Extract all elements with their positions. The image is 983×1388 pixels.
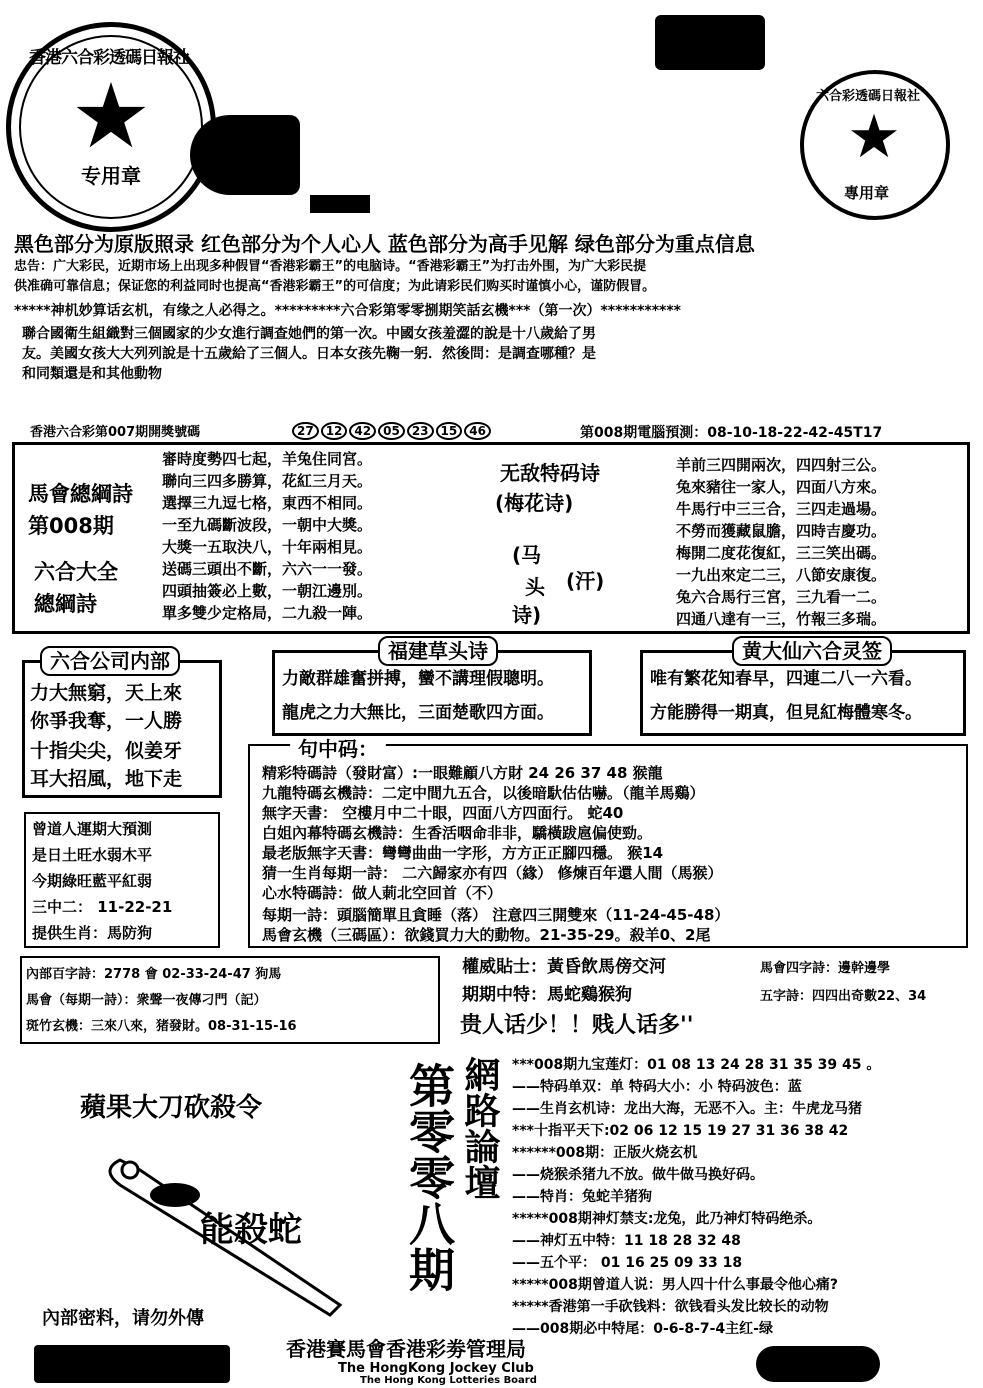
br-line-12: *****香港第一手砍钱料：欲钱看头发比较长的动物 xyxy=(512,1299,829,1315)
draw-ball: 27 xyxy=(292,422,319,440)
juzhongma-line-9: 馬會玄機（三碼區）：欲錢買力大的動物。21-35-29。殺羊0、2尾 xyxy=(262,926,711,944)
br-line-11: *****008期曾道人说：男人四十什么事最令他心痛? xyxy=(512,1277,838,1293)
poem-left-1: 審時度勢四七起，羊兔住同宮。 xyxy=(162,450,373,468)
poem-left-4: 一至九碼斷波段，一朝中大獎。 xyxy=(162,516,373,534)
joke-line-2: 友。美國女孩大大列列說是十五歲給了三個人。日本女孩先鞠一躬．然後問：是調查哪種？是 xyxy=(22,346,596,362)
draw-ball: 15 xyxy=(436,422,463,440)
stamp-left-label: 专用章 xyxy=(81,164,141,188)
poem-left-8: 單多雙少定格局，二九殺一陣。 xyxy=(162,604,373,622)
huangdaxian-line-2: 方能勝得一期真，但見紅梅體寒冬。 xyxy=(650,703,922,723)
poem-right-5: 梅開二度花復紅，三三笑出碼。 xyxy=(676,544,887,562)
draw-label: 香港六合彩第007期開獎號碼 xyxy=(30,425,201,440)
notice-line-2: 供准确可靠信息；保证您的利益同时也提高“香港彩霸王”的可信度；为此请彩民们购买时谨慎小心，谨防假冒。 xyxy=(14,279,656,294)
sword-text: 能殺蛇 xyxy=(200,1210,302,1250)
tip-qiqi: 期期中特：馬蛇鷄猴狗 xyxy=(462,985,632,1005)
poem-left-7: 四頭抽簽必上數，一朝江邊別。 xyxy=(162,582,373,600)
zengdao-line-1: 是日土旺水弱木平 xyxy=(32,846,153,864)
company-line-3: 十指尖尖，似姜牙 xyxy=(30,740,183,762)
main-title-4: 總綱詩 xyxy=(34,592,97,616)
apple-neibu: 內部密料，请勿外傳 xyxy=(42,1308,204,1329)
juzhongma-line-6: 猜一生肖每期一詩： 二六歸家亦有四（緣） 修煉百年還人間（馬猴） xyxy=(262,864,723,882)
apple-title: 蘋果大刀砍殺令 xyxy=(80,1093,263,1123)
huangdaxian-title: 黄大仙六合灵签 xyxy=(732,636,892,666)
huangdaxian-line-1: 唯有繁花知春早，四連二八一六看。 xyxy=(650,669,922,689)
br-line-13: ——008期必中特尾：0-6-8-7-4主红-绿 xyxy=(512,1321,773,1337)
tip-slogan: 贵人话少！！贱人话多'' xyxy=(460,1013,694,1038)
vertical-forum: 網路論壇 xyxy=(459,1056,500,1200)
star-icon: ★ xyxy=(70,64,152,169)
draw-ball: 23 xyxy=(407,422,434,440)
company-line-2: 你爭我奪，一人勝 xyxy=(30,710,183,732)
br-line-8: *****008期神灯禁支:龙兔，此乃神灯特码绝杀。 xyxy=(512,1211,822,1227)
br-line-3: ——生肖玄机诗：龙出大海，无恶不入。主：牛虎龙马猪 xyxy=(512,1101,862,1117)
juzhongma-line-7: 心水特碼詩：做人莿北空回首（不） xyxy=(262,884,503,902)
footer-logo-right xyxy=(756,1346,880,1382)
zengdao-title: 曾道人運期大預測 xyxy=(32,820,153,838)
poem-right-1: 羊前三四開兩次，四四射三公。 xyxy=(676,456,887,474)
poem-left-3: 選擇三九逗七格，東西不相同。 xyxy=(162,494,373,512)
draw-ball: 05 xyxy=(378,422,405,440)
br-line-4: ***十指平天下:02 06 12 15 19 27 31 36 38 42 xyxy=(512,1123,849,1139)
center-char-3: 诗) xyxy=(512,603,542,627)
br-line-9: ——神灯五中特：11 18 28 32 48 xyxy=(512,1233,741,1249)
draw-ball: 46 xyxy=(464,422,491,440)
poem-right-2: 兔來豬往一家人，四面八方來。 xyxy=(676,478,887,496)
center-title-2: (梅花诗) xyxy=(495,491,574,515)
company-title: 六合公司内部 xyxy=(40,646,180,676)
footer-en2: The Hong Kong Lotteries Board xyxy=(360,1375,537,1386)
tip-quanwei: 權威貼士：黃昏飲馬傍交河 xyxy=(462,957,666,977)
br-line-6: ——烧猴杀猪九不放。做牛做马换好码。 xyxy=(512,1167,764,1183)
poem-left-2: 聯向三四多勝算，花紅三月天。 xyxy=(162,472,373,490)
draw-ball: 12 xyxy=(321,422,348,440)
br-line-1: ***008期九宝莲灯：01 08 13 24 28 31 35 39 45 。 xyxy=(512,1057,881,1073)
inner-line-3: 斑竹玄機：三來八來，猪發財。08-31-15-16 xyxy=(26,1019,297,1034)
banner-graphic xyxy=(190,115,300,195)
juzhongma-line-1: 精彩特碼詩（發財富）:一眼難顧八方財 24 26 37 48 猴龍 xyxy=(262,764,663,782)
footer-cn: 香港賽馬會香港彩劵管理局 xyxy=(286,1337,526,1361)
tip-wuzi: 五字詩：四四出奇數22、34 xyxy=(760,989,927,1004)
fujian-line-1: 力敵群雄奮拼搏，蠻不講理假聰明。 xyxy=(282,669,554,689)
stamp-left xyxy=(6,22,216,232)
juzhongma-line-2: 九龍特碼玄機詩：二定中間九五合，以後暗馱估估嚇。（龍羊馬鷄） xyxy=(262,784,705,802)
vertical-issue: 第零零八期 xyxy=(402,1062,456,1292)
main-title-2: 第008期 xyxy=(28,514,114,538)
footer-en1: The HongKong Jockey Club xyxy=(338,1361,534,1376)
legend-line: 黑色部分为原版照录 红色部分为个人心人 蓝色部分为高手见解 绿色部分为重点信息 xyxy=(14,232,755,256)
fujian-line-2: 龍虎之力大無比，三面楚歌四方面。 xyxy=(282,703,554,723)
stamp-right-label: 專用章 xyxy=(844,184,890,202)
br-line-2: ——特码单双：单 特码大小：小 特码波色：蓝 xyxy=(512,1079,802,1095)
br-line-10: ——五个平： 01 16 25 09 33 18 xyxy=(512,1255,743,1271)
center-char-4: (汗) xyxy=(566,569,605,593)
fujian-title: 福建草头诗 xyxy=(378,636,498,666)
center-char-1: (马 xyxy=(512,543,542,567)
draw-forecast: 第008期電腦預測：08-10-18-22-42-45T17 xyxy=(580,425,883,441)
juzhongma-line-4: 白姐內幕特碼玄機詩：生香活咽命非非，驕橫跋扈偏使勁。 xyxy=(262,824,653,842)
draw-ball: 42 xyxy=(349,422,376,440)
company-line-1: 力大無窮，天上來 xyxy=(30,682,183,704)
tip-sizi: 馬會四字詩：邊幹邊學 xyxy=(760,961,891,976)
poem-right-7: 兔六合馬行三宮，三九看一二。 xyxy=(676,588,887,606)
banner-graphic-mid xyxy=(310,195,370,213)
joke-header: *****神机妙算话玄机，有缘之人必得之。*********六合彩第零零捌期笑話玄機***（第一次）*********** xyxy=(14,303,681,319)
inner-line-2: 馬會（每期一詩）：衆聲一夜傳刁門（記） xyxy=(26,993,267,1008)
poem-right-4: 不勞而獲藏鼠膽，四時吉慶功。 xyxy=(676,522,887,540)
juzhongma-title: 句中码： xyxy=(290,736,386,762)
zengdao-line-3: 三中二： 11-22-21 xyxy=(32,898,173,916)
juzhongma-line-5: 最老版無字天書：彎彎曲曲一字形，方方正正腳四穩。 猴14 xyxy=(262,844,664,862)
footer-logo-left xyxy=(34,1345,230,1383)
poem-right-8: 四通八達有一三，竹報三多瑞。 xyxy=(676,610,887,628)
poem-left-5: 大獎一五取決八，十年兩相見。 xyxy=(162,538,373,556)
center-title-1: 无敌特码诗 xyxy=(500,461,600,485)
inner-line-1: 內部百字詩：2778 會 02-33-24-47 狗馬 xyxy=(26,967,282,982)
stamp-right-ring: 六合彩透碼日報社 xyxy=(816,89,921,104)
center-char-2: 头 xyxy=(525,575,545,599)
banner-graphic-top xyxy=(655,15,765,70)
company-line-4: 耳大招風，地下走 xyxy=(30,768,183,790)
stamp-left-ring: 香港六合彩透碼日報社 xyxy=(29,48,189,68)
juzhongma-line-3: 無字天書： 空樓月中二十眼，四面八方四面行。 蛇40 xyxy=(262,804,624,822)
br-line-5: ******008期：正版火烧玄机 xyxy=(512,1145,698,1161)
main-title-1: 馬會總綱詩 xyxy=(28,482,133,506)
notice-line-1: 忠告：广大彩民，近期市场上出现多种假冒“香港彩霸王”的电脑诗。“香港彩霸王”为打击外围，为广大彩民提 xyxy=(14,259,647,274)
br-line-7: ——特肖：兔蛇羊猪狗 xyxy=(512,1189,652,1205)
poem-left-6: 送碼三頭出不斷，六六一一發。 xyxy=(162,560,373,578)
juzhongma-line-8: 每期一詩：頭腦簡單且貪睡（落） 注意四三開雙來（11-24-45-48） xyxy=(262,906,730,924)
joke-line-1: 聯合國衛生組織對三個國家的少女進行調查她們的第一次。中國女孩羞澀的說是十八歲給了男 xyxy=(22,326,596,342)
zengdao-line-2: 今期綠旺藍平紅弱 xyxy=(32,872,153,890)
star-icon-right: ★ xyxy=(847,102,901,172)
joke-line-3: 和同類還是和其他動物 xyxy=(22,366,162,382)
draw-numbers xyxy=(292,421,493,440)
poem-right-3: 牛馬行中三三合，三四走過場。 xyxy=(676,500,887,518)
zengdao-line-4: 提供生肖：馬防狗 xyxy=(32,924,153,942)
poem-right-6: 一九出來定二三，八節安康復。 xyxy=(676,566,887,584)
main-title-3: 六合大全 xyxy=(34,560,118,584)
stamp-right xyxy=(800,70,950,220)
